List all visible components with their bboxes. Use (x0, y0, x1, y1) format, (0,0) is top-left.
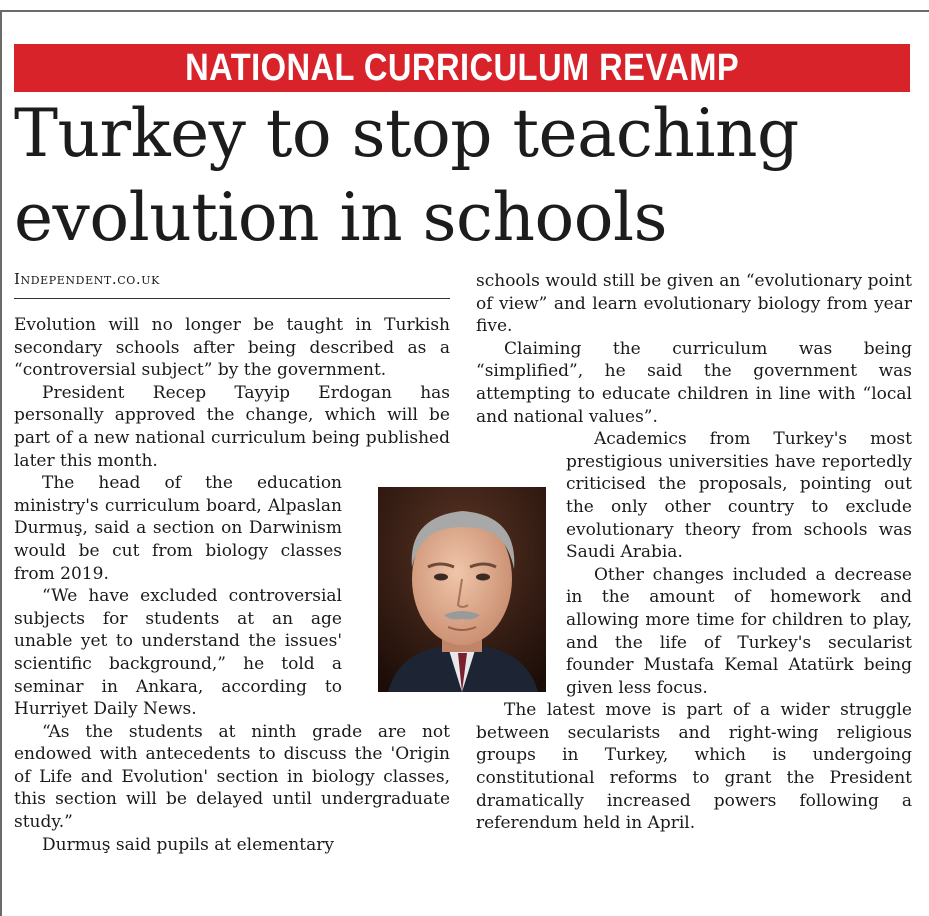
paragraph: “We have excluded controversial subjects for students at an age unable yet to understand the issues' scientific background,” he told a seminar in Ankara, according to Hurriyet Daily News. (14, 586, 342, 720)
headline-line-2: evolution in schools (14, 179, 667, 256)
paragraph: Evolution will no longer be taught in Turkish secondary schools after being described as a “controversial subject” by the government. (14, 315, 450, 381)
source-credit: Independent.co.uk (14, 270, 160, 288)
portrait-illustration (378, 487, 546, 692)
headline-line-1: Turkey to stop teaching (14, 95, 799, 172)
paragraph: The head of the education ministry's curriculum board, Alpaslan Durmuş, said a section on Darwinism would be cut from biology classes from 2019. (14, 473, 342, 584)
paragraph: “As the students at ninth grade are not endowed with antecedents to discuss the 'Origin of Life and Evolution' section in biology classes, this section will be delayed until undergraduate study.” (14, 721, 450, 833)
headline (14, 92, 919, 260)
portrait-photo-icon (378, 487, 546, 692)
frame-top-border (0, 10, 929, 12)
section-banner (14, 44, 910, 92)
paragraph: The latest move is part of a wider struggle between secularists and right-wing religious groups in Turkey, which is undergoing constitutional reforms to grant the President dramatically increased powers following a referendum held in April. (476, 700, 912, 834)
banner-label: NATIONAL CURRICULUM REVAMP (184, 47, 739, 89)
frame-left-border (0, 10, 2, 916)
paragraph: Durmuş said pupils at elementary (42, 834, 334, 855)
paragraph: Academics from Turkey's most prestigious universities have reportedly criticised the proposals, pointing out the only other country to exclude evolutionary theory from schools was Saudi Arabia. (566, 429, 912, 563)
paragraph: Claiming the curriculum was being “simplified”, he said the government was attempting to educate children in line with “local and national values”. (476, 338, 912, 427)
paragraph: Other changes included a decrease in the amount of homework and allowing more time for children to play, and the life of Turkey's secularist founder Mustafa Kemal Atatürk being given less focus. (566, 564, 912, 698)
paragraph: schools would still be given an “evolutionary point of view” and learn evolutionary biology from year five. (476, 271, 912, 337)
paragraph: President Recep Tayyip Erdogan has personally approved the change, which will be part of a new national curriculum being published later this month. (14, 382, 450, 471)
source-divider (14, 298, 450, 299)
